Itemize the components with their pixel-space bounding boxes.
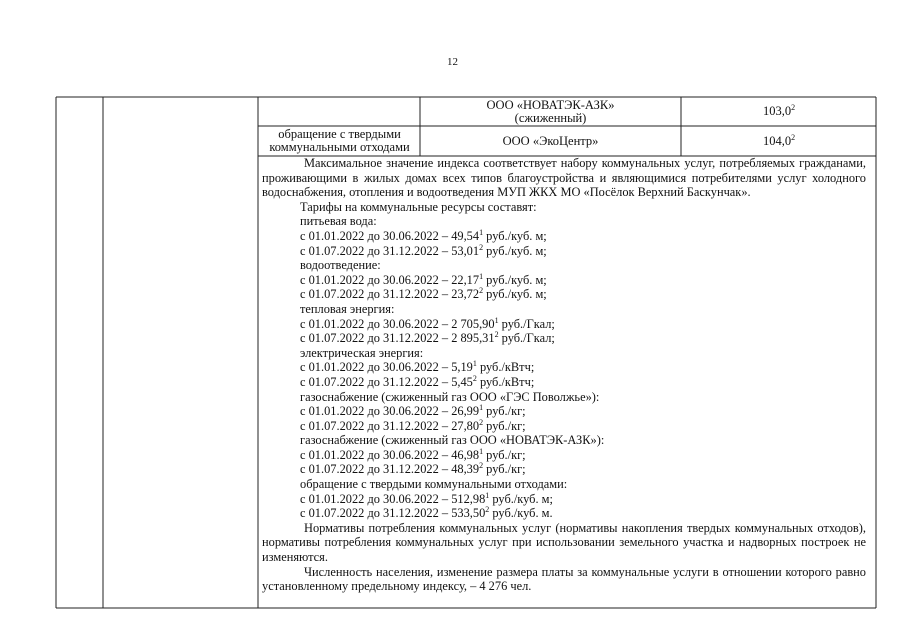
tariff-rate-footnote: 1 xyxy=(479,227,484,237)
tariff-rate-footnote: 1 xyxy=(479,446,484,456)
tariff-rate-line xyxy=(300,331,866,346)
tariff-rate-footnote: 2 xyxy=(494,330,499,339)
tariff-rate-line xyxy=(300,273,866,288)
tariff-rate-line xyxy=(300,360,866,375)
tariff-rate-unit: руб./Гкал; xyxy=(498,316,555,331)
tariff-rate-period-value: с 01.07.2022 до 31.12.2022 – 48,39 xyxy=(300,462,480,477)
tariff-rate-period-value: с 01.07.2022 до 31.12.2022 – 53,01 xyxy=(300,243,480,258)
tariff-rate-footnote: 2 xyxy=(479,286,484,296)
tariff-rate-line xyxy=(300,506,866,521)
tariff-groups xyxy=(300,214,866,520)
tariff-list xyxy=(262,200,866,521)
tariff-rate-period-value: с 01.01.2022 до 30.06.2022 – 46,98 xyxy=(300,447,480,462)
tariff-rate-unit: руб./куб. м; xyxy=(483,243,547,258)
tariff-rate-period-value: с 01.01.2022 до 30.06.2022 – 5,19 xyxy=(300,360,473,375)
tariff-group-title: газоснабжение (сжиженный газ ООО «НОВАТЭК-АЗК»): xyxy=(300,433,605,448)
tariff-rate-line xyxy=(300,229,866,244)
tariff-rate-period-value: с 01.01.2022 до 30.06.2022 – 512,98 xyxy=(300,491,486,506)
tariff-rate-unit: руб./куб. м; xyxy=(483,287,547,302)
tariff-rate-unit: руб./кг; xyxy=(483,462,526,477)
tariff-rate-footnote: 1 xyxy=(479,402,484,412)
tariff-rate-unit: руб./куб. м. xyxy=(489,506,553,521)
tariff-rate-line xyxy=(300,317,866,332)
tariff-group-title: питьевая вода: xyxy=(300,214,377,229)
tariff-rate-period-value: с 01.01.2022 до 30.06.2022 – 22,17 xyxy=(300,272,480,287)
tariff-rate-period-value: с 01.07.2022 до 31.12.2022 – 2 895,31 xyxy=(300,331,495,346)
tariff-rate-line xyxy=(300,287,866,302)
row2-supplier-cell xyxy=(421,126,680,156)
tariff-rate-line xyxy=(300,448,866,463)
tariff-rate-unit: руб./куб. м; xyxy=(483,228,547,243)
tariff-rate-unit: руб./Гкал; xyxy=(498,331,555,346)
tariff-rate-line xyxy=(300,375,866,390)
tariff-rate-unit: руб./кВтч; xyxy=(476,374,535,389)
tariff-rate-footnote: 1 xyxy=(472,359,477,369)
tariff-rate-period-value: с 01.07.2022 до 31.12.2022 – 23,72 xyxy=(300,287,480,302)
tariff-rate-line xyxy=(300,462,866,477)
tariff-group-title: газоснабжение (сжиженный газ ООО «ГЭС Поволжье»): xyxy=(300,389,600,404)
intro-paragraph: Максимальное значение индекса соответствует набору коммунальных услуг, потребляемых гражданами, проживающими в жилых домах всех типов благоустройства и являющимися потребителями услуг холодного водоснабжения, отопления и водоотведения МУП ЖКХ МО «Посёлок Верхний Баскунчак». xyxy=(262,156,866,200)
tariff-rate-footnote: 2 xyxy=(472,373,477,383)
row2-service-cell xyxy=(259,126,420,156)
tariff-rate-line xyxy=(300,404,866,419)
tariff-rate-line xyxy=(300,244,866,259)
tariff-group-title: водоотведение: xyxy=(300,258,381,273)
norms-paragraph: Нормативы потребления коммунальных услуг (нормативы накопления твердых коммунальных отходов), нормативы потребления коммунальных услуг при использовании земельного участка и надворных построек не изменяются. xyxy=(262,520,866,565)
tariff-group-title: электрическая энергия: xyxy=(300,345,424,360)
tariff-rate-period-value: с 01.01.2022 до 30.06.2022 – 49,54 xyxy=(300,228,480,243)
tariff-rate-period-value: с 01.01.2022 до 30.06.2022 – 26,99 xyxy=(300,404,480,419)
tariff-rate-unit: руб./куб. м; xyxy=(489,491,553,506)
row1-index-value: 103,0$^2$ xyxy=(762,102,796,118)
row2-service-line1: обращение с твердыми xyxy=(278,127,401,141)
row2-supplier-name: ООО «ЭкоЦентр» xyxy=(502,133,599,148)
tariff-rate-footnote: 1 xyxy=(494,315,499,325)
tariff-rate-period-value: с 01.07.2022 до 31.12.2022 – 533,50 xyxy=(300,506,486,521)
tariff-rate-line xyxy=(300,419,866,434)
population-paragraph: Численность населения, изменение размера платы за коммунальные услуги в отношении которого равно установленному предельному индексу, – 4 276 чел. xyxy=(262,564,866,594)
tariff-rate-unit: руб./кг; xyxy=(483,404,526,419)
row1-index-cell xyxy=(682,97,876,126)
tariff-rate-unit: руб./кг; xyxy=(483,447,526,462)
tariffs-heading: Тарифы на коммунальные ресурсы составят: xyxy=(300,199,537,214)
tariff-description xyxy=(262,156,866,594)
tariff-rate-unit: руб./куб. м; xyxy=(483,272,547,287)
tariff-rate-footnote: 2 xyxy=(479,461,484,471)
tariff-rate-line xyxy=(300,492,866,507)
row1-supplier-cell xyxy=(421,97,680,126)
tariff-group-title: тепловая энергия: xyxy=(300,301,395,316)
tariff-rate-unit: руб./кВтч; xyxy=(476,360,535,375)
row2-index-cell xyxy=(682,126,876,156)
tariff-rate-footnote: 2 xyxy=(485,505,490,515)
tariff-rate-footnote: 2 xyxy=(479,242,484,252)
tariff-rate-footnote: 1 xyxy=(485,490,490,500)
row2-service-line2: коммунальными отходами xyxy=(269,140,410,154)
tariff-rate-period-value: с 01.01.2022 до 30.06.2022 – 2 705,90 xyxy=(300,316,495,331)
tariff-rate-unit: руб./кг; xyxy=(483,418,526,433)
tariff-rate-footnote: 2 xyxy=(479,417,484,427)
row2-index-value: 104,0$^2$ xyxy=(762,132,796,148)
tariff-rate-period-value: с 01.07.2022 до 31.12.2022 – 5,45 xyxy=(300,374,473,389)
page-number: 12 xyxy=(447,56,458,68)
row1-supplier-name: ООО «НОВАТЭК-АЗК» xyxy=(486,97,615,112)
tariff-rate-period-value: с 01.07.2022 до 31.12.2022 – 27,80 xyxy=(300,418,480,433)
tariff-rate-footnote: 1 xyxy=(479,271,484,281)
tariff-group-title: обращение с твердыми коммунальными отходами: xyxy=(300,477,568,492)
row1-supplier-note: (сжиженный) xyxy=(514,110,587,125)
